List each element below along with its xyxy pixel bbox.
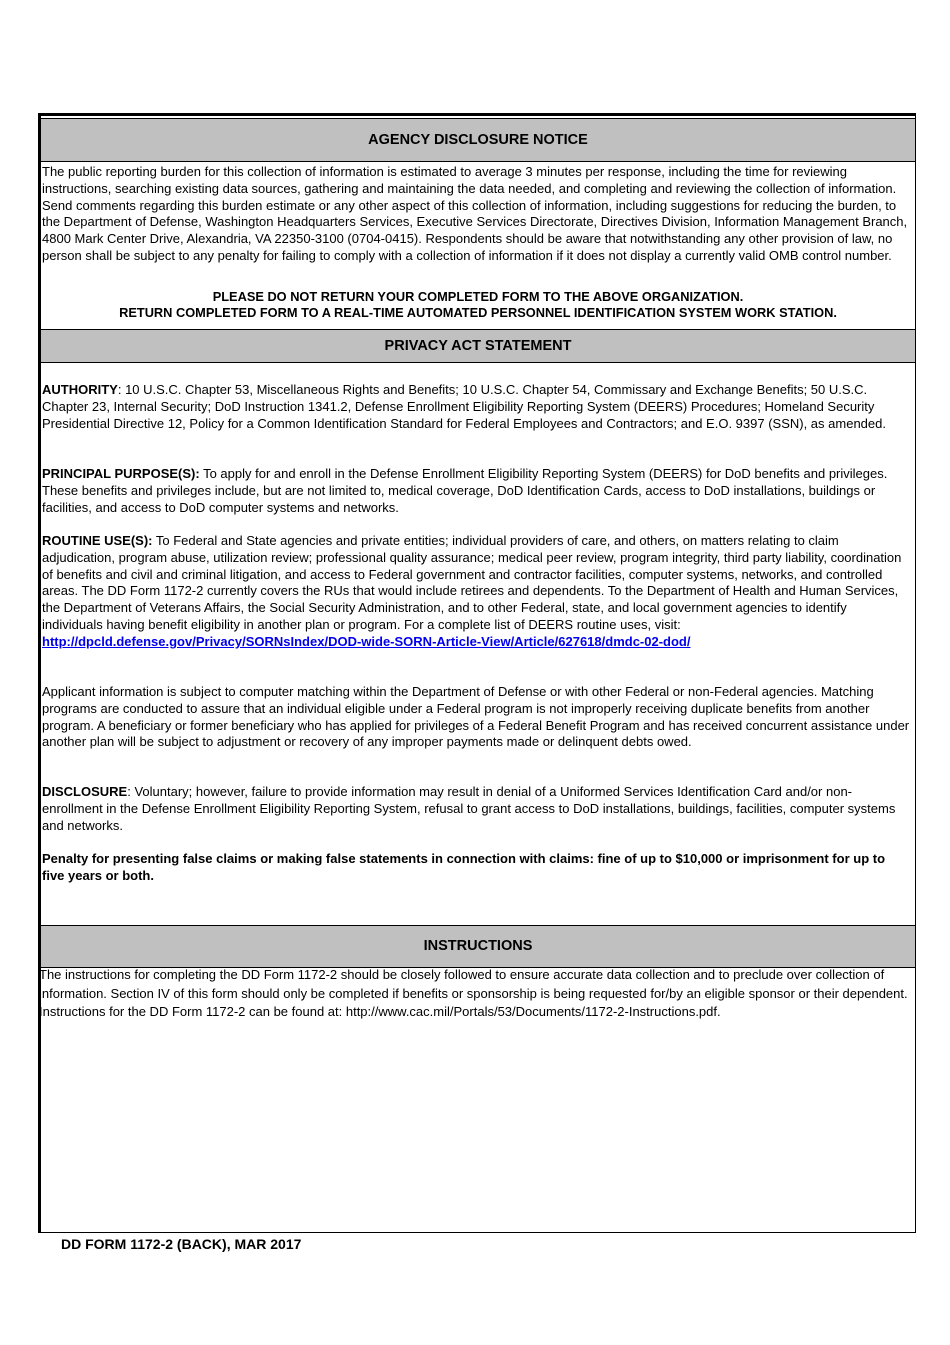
purpose-label: PRINCIPAL PURPOSE(S): xyxy=(42,466,200,481)
instructions-title: INSTRUCTIONS xyxy=(423,938,533,954)
purpose-text: To apply for and enroll in the Defense Enrollment Eligibility Reporting System (DEERS) for DoD benefits and privileges. These benefits and privileges include, but are not limited to, medical coverage, DoD Identification Cards, access to DoD installations, buildings or facilities, and access to DoD computer systems and networks. xyxy=(42,466,888,515)
privacy-matching xyxy=(42,684,910,751)
routine-label: ROUTINE USE(S): xyxy=(42,533,153,548)
authority-text: : 10 U.S.C. Chapter 53, Miscellaneous Rights and Benefits; 10 U.S.C. Chapter 54, Commissary and Exchange Benefits; 50 U.S.C. Chapter 23, Internal Security; DoD Instruction 1341.2, Defense Enrollment Eligibility Reporting System (DEERS) Procedures; Homeland Security Presidential Directive 12, Policy for a Common Identification Standard for Federal Employees and Contractors; and E.O. 9397 (SSN), as amended. xyxy=(42,382,886,431)
return-notice xyxy=(41,289,915,320)
agency-disclosure-body xyxy=(42,164,910,265)
privacy-disclosure xyxy=(42,784,910,834)
privacy-act-header xyxy=(41,329,915,363)
authority-label: AUTHORITY xyxy=(42,382,118,397)
routine-uses-link[interactable]: http://dpcld.defense.gov/Privacy/SORNsIndex/DOD-wide-SORN-Article-View/Article/627618/dmdc-02-dod/ xyxy=(42,633,691,649)
agency-disclosure-text: The public reporting burden for this collection of information is estimated to average 3 minutes per response, including the time for reviewing instructions, searching existing data sources, gathering and maintaining the data needed, and completing and reviewing the collection of information. Send comments regarding this burden estimate or any other aspect of this collection of information, including suggestions for reducing the burden, to the Department of Defense, Washington Headquarters Services, Executive Services Directorate, Directives Division, Information Management Branch, 4800 Mark Center Drive, Alexandria, VA 22350-3100 (0704-0415). Respondents should be aware that notwithstanding any other provision of law, no person shall be subject to any penalty for failing to comply with a collection of information if it does not display a currently valid OMB control number. xyxy=(42,164,908,263)
form-footer-id: DD FORM 1172-2 (BACK), MAR 2017 xyxy=(61,1236,302,1252)
agency-disclosure-header xyxy=(41,118,915,162)
instructions-body xyxy=(39,966,911,1022)
routine-text: To Federal and State agencies and private entities; individual providers of care, and others, on matters relating to claim adjudication, program abuse, utilization review; professional quality assurance; medical peer review, program integrity, third party liability, coordination of benefits and civil and criminal litigation, and access to Federal government and contractor facilities, computer systems, networks, and controlled areas. The DD Form 1172-2 currently covers the RUs that would include retirees and dependents. To the Department of Health and Human Services, the Department of Veterans Affairs, the Social Security Administration, and to other Federal, state, and local government agencies to identify individuals having benefit eligibility in another plan or program. For a complete list of DEERS routine uses, visit: xyxy=(42,533,902,632)
disclosure-text: : Voluntary; however, failure to provide information may result in denial of a Uniformed Services Identification Card and/or non-enrollment in the Defense Enrollment Eligibility Reporting System, refusal to grant access to DoD installations, buildings, facilities, computer systems and networks. xyxy=(42,784,896,833)
form-frame xyxy=(38,113,916,1233)
return-notice-line1: PLEASE DO NOT RETURN YOUR COMPLETED FORM TO THE ABOVE ORGANIZATION. xyxy=(212,289,744,304)
instructions-header xyxy=(41,925,915,968)
privacy-penalty xyxy=(42,851,910,885)
instructions-text: The instructions for completing the DD Form 1172-2 should be closely followed to ensure accurate data collection and to preclude over collection of information. Section IV of this form should only be completed if benefits or sponsorship is being requested for/by an eligible sponsor or their dependent. Instructions for the DD Form 1172-2 can be found at: http://www.cac.mil/Portals/53/Documents/1172-2-Instructions.pdf. xyxy=(39,967,908,1020)
penalty-text: Penalty for presenting false claims or making false statements in connection with claims: fine of up to $10,000 or imprisonment for up to five years or both. xyxy=(42,851,886,883)
disclosure-label: DISCLOSURE xyxy=(42,784,128,799)
privacy-act-title: PRIVACY ACT STATEMENT xyxy=(384,338,572,354)
privacy-authority xyxy=(42,382,910,432)
agency-disclosure-title: AGENCY DISCLOSURE NOTICE xyxy=(368,132,588,148)
matching-text: Applicant information is subject to computer matching within the Department of Defense or with other Federal or non-Federal agencies. Matching programs are conducted to assure that an individual eligible under a Federal program is not improperly receiving duplicate benefits from another program. A beneficiary or former beneficiary who has applied for privileges of a Federal Benefit Program and has received concurrent assistance under another plan will be subject to adjustment or recovery of any improper payments made or delinquent debts owed. xyxy=(42,684,910,750)
return-notice-line2: RETURN COMPLETED FORM TO A REAL-TIME AUTOMATED PERSONNEL IDENTIFICATION SYSTEM WORK STATION. xyxy=(119,304,837,320)
privacy-routine-uses xyxy=(42,533,910,651)
privacy-purpose xyxy=(42,466,910,516)
